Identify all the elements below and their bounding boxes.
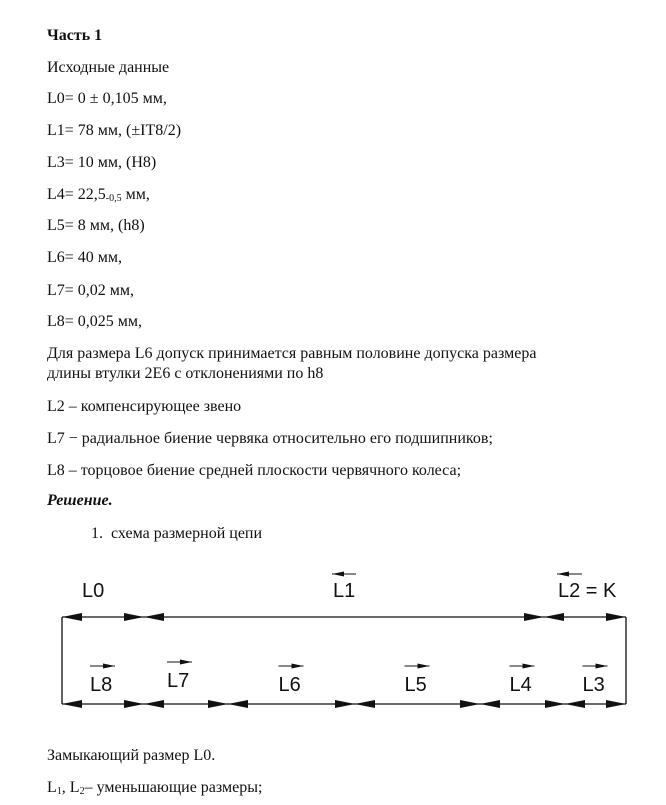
given-l3: L3= 10 мм, (H8) [47,154,157,171]
def-l8: L8 – торцовое биение средней плоскости червячного колеса; [47,462,462,479]
given-l1: L1= 78 мм, (±IT8/2) [47,122,182,139]
chain-frame [62,617,626,704]
r-sep: , L [61,779,80,796]
label-l3: L3 [582,674,605,696]
given-heading: Исходные данные [47,59,170,76]
solution-heading: Решение. [47,492,113,509]
def-l7: L7 − радиальное биение червяка относительно его подшипников; [47,430,493,447]
dimension-chain-diagram [0,560,666,730]
given-l7: L7= 0,02 мм, [47,282,135,299]
section-title: Часть 1 [47,27,103,44]
def-l2: L2 – компенсирующее звено [47,398,242,415]
note-line-1: Для размера L6 допуск принимается равным половине допуска размера [47,345,537,362]
given-l0: L0= 0 ± 0,105 мм, [47,90,167,107]
note-line-2: длины втулки 2Е6 с отклонениями по h8 [47,365,324,382]
given-l5: L5= 8 мм, (h8) [47,217,145,234]
closing-link: Замыкающий размер L0. [47,747,216,764]
l4-base: L4= 22,5 [47,186,106,203]
r-rest: – уменьшающие размеры; [84,779,263,796]
r-b-sub: 2 [79,786,85,797]
given-l4 [47,185,150,208]
label-l4: L4 [509,674,532,696]
l4-unit: мм, [121,186,150,203]
label-l6: L6 [278,674,301,696]
given-l8: L8= 0,025 мм, [47,313,143,330]
label-l5: L5 [404,674,427,696]
label-l8: L8 [90,674,113,696]
given-l6: L6= 40 мм, [47,249,123,266]
r-a: L [47,779,57,796]
reducing-links [47,778,262,801]
r-a-sub: 1 [56,786,62,797]
label-l2: L2 = K [558,580,617,602]
list-text: схема размерной цепи [111,525,263,542]
list-item-1 [91,524,262,543]
label-l0: L0 [82,580,105,602]
l4-tolerance: -0,5 [105,193,122,204]
label-l7: L7 [167,670,190,692]
list-number: 1. [91,525,103,542]
label-l1: L1 [333,580,356,602]
